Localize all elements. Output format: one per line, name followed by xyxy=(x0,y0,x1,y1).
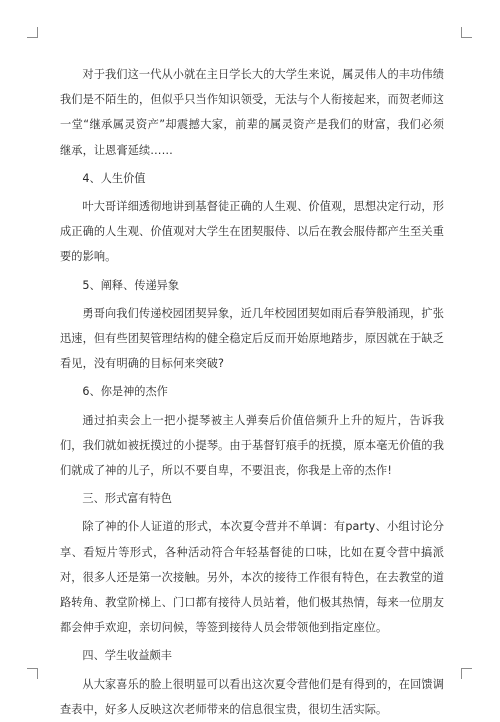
heading-masterpiece: 6、你是神的杰作 xyxy=(82,385,168,399)
crop-mark-bottom-left xyxy=(27,668,38,679)
heading-format: 三、形式富有特色 xyxy=(82,492,172,506)
heading-vision: 5、阐释、传递异象 xyxy=(82,278,180,292)
paragraph-masterpiece: 通过拍卖会上一把小提琴被主人弹奏后价值倍频升上升的短片，告诉我们，我们就如被抚摸过的小提琴。由于基督钉痕手的抚摸，原本毫无价值的我们就成了神的儿子，所以不要自卑，不要沮丧，你我是上帝的杰作! xyxy=(60,413,444,478)
paragraph-life-value: 叶大哥详细透彻地讲到基督徒正确的人生观、价值观，思想决定行动，形成正确的人生观、价值观对大学生在团契服侍、以后在教会服侍都产生至关重要的影响。 xyxy=(60,200,444,264)
paragraph-format: 除了神的仆人证道的形式，本次夏令营并不单调：有party、小组讨论分享、看短片等形式，各种活动符合年轻基督徒的口味，比如在夏令营中搞派对，很多人还是第一次接触。另外，本次的接待工作很有特色，在去教堂的道路转角、教堂阶梯上、门口都有接待人员站着，他们极其热情，每来一位朋友都会伸手欢迎，亲切问候，等签到接待人员会带领他到指定座位。 xyxy=(60,520,444,635)
heading-life-value: 4、人生价值 xyxy=(82,171,146,185)
heading-benefits: 四、学生收益颇丰 xyxy=(82,649,172,663)
crop-mark-top-left xyxy=(27,27,38,38)
crop-mark-top-right xyxy=(461,27,472,38)
crop-mark-bottom-right xyxy=(461,668,472,679)
paragraph-spiritual-heritage: 对于我们这一代从小就在主日学长大的大学生来说，属灵伟人的丰功伟绩我们是不陌生的，但似乎只当作知识领受，无法与个人衔接起来，而贺老师这一堂“继承属灵资产”却震撼大家，前辈的属灵资产是我们的财富，我们必须继承，让恩膏延续…… xyxy=(60,68,444,157)
paragraph-vision: 勇哥向我们传递校园团契异象，近几年校园团契如雨后春笋般涌现，扩张迅速，但有些团契管理结构的健全稳定后反而开始原地踏步，原因就在于缺乏看见，没有明确的目标何来突破? xyxy=(60,306,444,371)
paragraph-benefits: 从大家喜乐的脸上很明显可以看出这次夏令营他们是有得到的，在回馈调查表中，好多人反映这次老师带来的信息很宝贵，很切生活实际。 xyxy=(60,677,444,716)
document-body xyxy=(60,62,444,722)
